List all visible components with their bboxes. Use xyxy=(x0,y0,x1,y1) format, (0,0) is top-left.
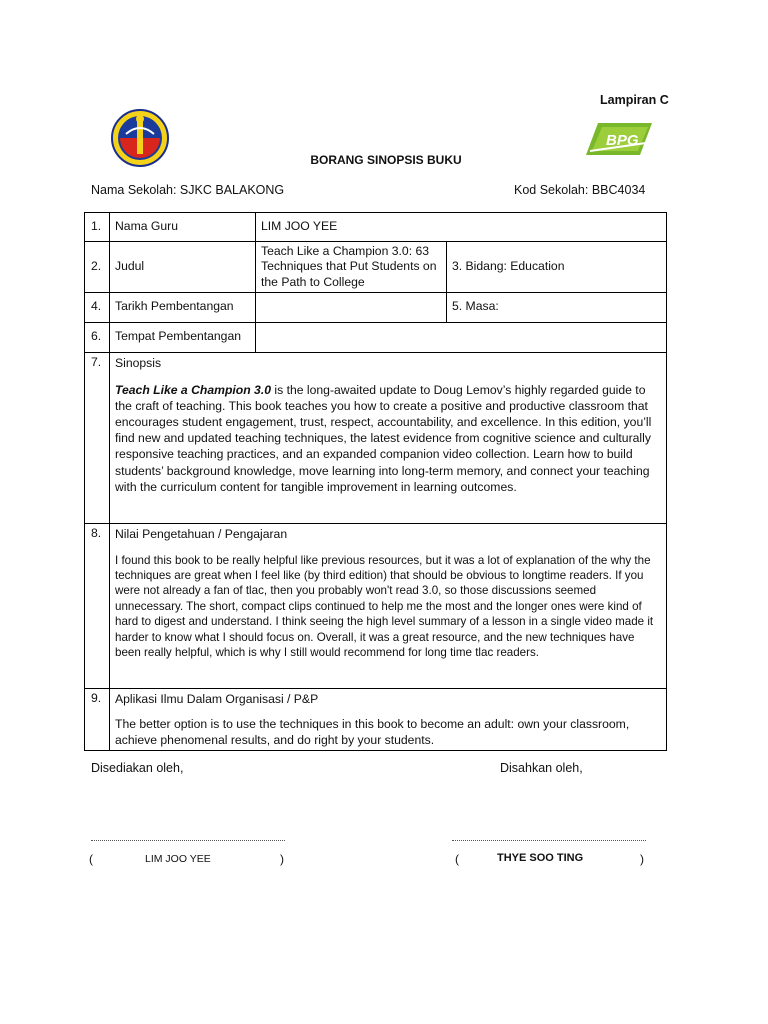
prepared-by-label: Disediakan oleh, xyxy=(91,761,184,775)
book-title-label: Judul xyxy=(110,242,256,293)
form-row-date xyxy=(85,292,667,322)
presentation-venue-value xyxy=(256,322,667,352)
row-number: 9. xyxy=(85,688,110,750)
prepared-name: LIM JOO YEE xyxy=(145,853,211,865)
presentation-date-value xyxy=(256,292,447,322)
school-code: Kod Sekolah: BBC4034 xyxy=(514,183,646,197)
bpg-logo-text: BPG xyxy=(606,132,639,149)
school-name: Nama Sekolah: SJKC BALAKONG xyxy=(91,183,285,197)
appendix-label: Lampiran C xyxy=(600,93,669,107)
synopsis-cell xyxy=(110,352,667,523)
open-paren: ( xyxy=(89,852,93,866)
teacher-name-value: LIM JOO YEE xyxy=(256,213,667,242)
row-number: 8. xyxy=(85,523,110,688)
synopsis-body: is the long-awaited update to Doug Lemov’s highly regarded guide to the craft of teaching. This book teaches you how to create a positive and productive classroom that encourages student engagement, trust, respect, accountability, and excellence. In this edition, you’ll find new and updated teaching techniques, the latest evidence from cognitive science and culturally responsive teaching practices, and an expanded companion video collection. Learn how to build students’ background knowledge, move learning into long-term memory, and connect your teaching with the curriculum content for tangible improvement in learning outcomes. xyxy=(115,382,652,494)
synopsis-book-title: Teach Like a Champion 3.0 xyxy=(115,382,272,397)
value-cell xyxy=(110,523,667,688)
row-number: 1. xyxy=(85,213,110,242)
value-text: I found this book to be really helpful like previous resources, but it was a lot of explanation of the why the techniques are great when I feel like (by third edition) that should be obvious to longtime readers. If you were not already a fan of tlac, then you probably won't read 3.0, so those discussions seemed unnecessary. The short, compact clips continued to help me the most and the longer ones were kind of hard to digest and understand. I think seeing the high level summary of a lesson in a single video made it harder to know what I should focus on. Overall, it was a great resource, and the new techniques have been really helpful, which is why I still would recommend for long time tlac readers. xyxy=(115,553,654,660)
close-paren: ) xyxy=(280,852,284,866)
row-number: 4. xyxy=(85,292,110,322)
application-label: Aplikasi Ilmu Dalam Organisasi / P&P xyxy=(115,691,319,706)
form-row-title xyxy=(85,242,667,293)
synopsis-label: Sinopsis xyxy=(115,355,162,370)
synopsis-text xyxy=(115,382,661,496)
application-cell xyxy=(110,688,667,750)
synopsis-form-table xyxy=(84,212,667,751)
form-row-value xyxy=(85,523,667,688)
prepared-signature xyxy=(89,852,289,868)
value-label: Nilai Pengetahuan / Pengajaran xyxy=(115,526,288,541)
time-label: 5. Masa: xyxy=(447,292,667,322)
form-row-teacher xyxy=(85,213,667,242)
approved-name: THYE SOO TING xyxy=(497,852,584,864)
presentation-date-label: Tarikh Pembentangan xyxy=(110,292,256,322)
book-title-value: Teach Like a Champion 3.0: 63 Techniques that Put Students on the Path to College xyxy=(256,242,447,293)
form-row-venue xyxy=(85,322,667,352)
field-value: 3. Bidang: Education xyxy=(447,242,667,293)
teacher-name-label: Nama Guru xyxy=(110,213,256,242)
application-text: The better option is to use the techniques in this book to become an adult: own your classroom, achieve phenomenal results, and do right by your students. xyxy=(115,716,630,747)
signature-line-prepared xyxy=(91,840,285,841)
presentation-venue-label: Tempat Pembentangan xyxy=(110,322,256,352)
bpg-logo xyxy=(586,121,652,157)
form-title: BORANG SINOPSIS BUKU xyxy=(310,153,462,167)
signature-line-approved xyxy=(452,840,646,841)
row-number: 6. xyxy=(85,322,110,352)
form-row-application xyxy=(85,688,667,750)
form-row-synopsis xyxy=(85,352,667,523)
row-number: 7. xyxy=(85,352,110,523)
approved-by-label: Disahkan oleh, xyxy=(500,761,583,775)
close-paren: ) xyxy=(640,852,644,866)
row-number: 2. xyxy=(85,242,110,293)
approved-signature xyxy=(455,852,655,868)
open-paren: ( xyxy=(455,852,459,866)
